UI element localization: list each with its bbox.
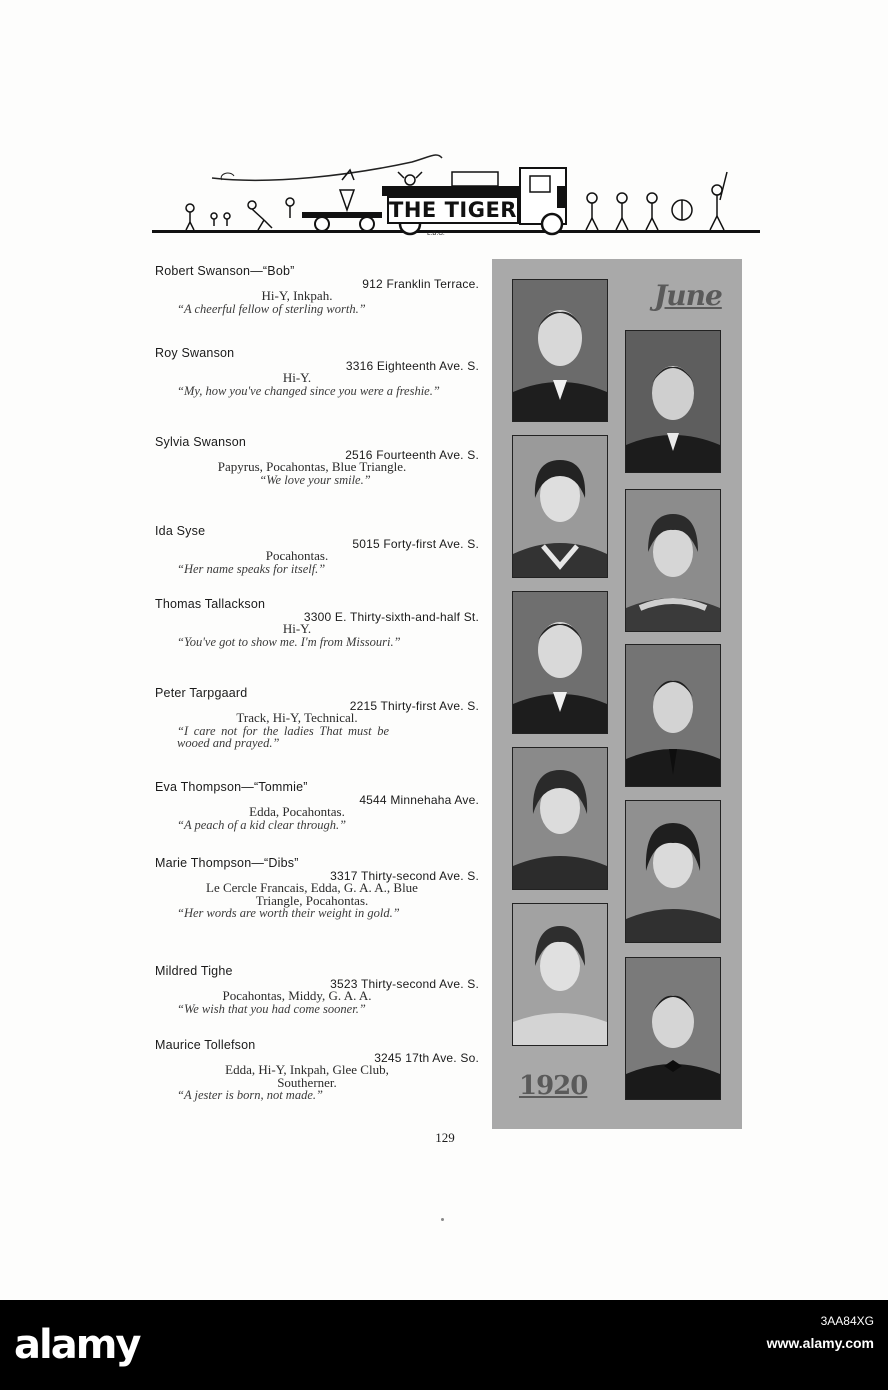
image-id: 3AA84XG [820,1314,874,1328]
student-name: Thomas Tallackson [155,597,266,611]
student-entry [155,1039,479,1119]
student-activities: Pocahontas, Middy, G. A. A. [222,988,372,1003]
student-activities: Hi-Y. [282,621,312,636]
student-activities: Edda, Pocahontas. [249,804,345,819]
student-address: 2215 Thirty-first Ave. S. [349,698,479,713]
portrait-photo [512,435,608,578]
portrait-photo [625,489,721,632]
image-reference [767,1310,874,1354]
portrait-photo [625,800,721,943]
student-activities: Papyrus, Pocahontas, Blue Triangle. [217,459,407,474]
student-name: Maurice Tollefson [155,1038,256,1052]
student-name: Roy Swanson [155,346,235,360]
student-address: 912 Franklin Terrace. [362,276,479,291]
student-activities: Le Cercle Francais, Edda, G. A. A., Blue Triangle, Pocahontas. [206,880,418,908]
student-activities: Hi-Y, Inkpah. [261,288,333,303]
site-url: www.alamy.com [766,1335,874,1351]
page-number: 129 [435,1130,455,1145]
portrait-photo [512,279,608,422]
student-address: 3300 E. Thirty-sixth-and-half St. [303,609,479,624]
student-quote: “Her words are worth their weight in gold.” [177,906,400,920]
student-entry [155,265,479,347]
portrait-photo [512,903,608,1046]
student-entry [155,347,479,436]
student-entry [155,965,479,1039]
student-activities: Hi-Y. [282,370,312,385]
student-address: 3316 Eighteenth Ave. S. [345,358,479,373]
artist-initials: L.B.G. [427,230,445,237]
student-name: Peter Tarpgaard [155,686,248,700]
student-address: 3317 Thirty-second Ave. S. [330,868,479,883]
student-name: Marie Thompson—“Dibs” [155,856,299,870]
student-quote: “My, how you've changed since you were a freshie.” [177,383,440,398]
student-address: 2516 Fourteenth Ave. S. [345,447,479,462]
photo-strip [492,259,742,1129]
portrait-photo [512,747,608,890]
year-label: 1920 [519,1071,588,1101]
student-activities: Pocahontas. [265,548,329,563]
student-name: Sylvia Swanson [155,435,247,449]
ink-speck [441,1218,444,1221]
student-quote: “A peach of a kid clear through.” [177,817,347,832]
banner-title: THE TIGER [387,196,519,224]
student-name: Eva Thompson—“Tommie” [155,780,308,794]
portrait-photo [512,591,608,734]
student-activities: Track, Hi-Y, Technical. [236,710,358,725]
portrait-photo [625,644,721,787]
month-label: June [654,279,722,312]
student-name: Mildred Tighe [155,964,233,978]
student-entry [155,598,479,687]
student-quote: “We wish that you had come sooner.” [177,1001,366,1016]
student-address: 3523 Thirty-second Ave. S. [330,976,479,991]
student-quote: “We love your smile.” [259,472,371,487]
student-address: 5015 Forty-first Ave. S. [352,536,479,551]
portrait-photo [625,330,721,473]
brand-logo: alamy [14,1322,140,1368]
student-quote: “Her name speaks for itself.” [177,561,326,576]
student-quote: “I care not for the ladies That must be wooed and prayed.” [177,723,389,750]
header-banner [152,150,760,240]
student-entry [155,857,479,965]
student-quote: “You've got to show me. I'm from Missouri.” [177,634,401,649]
student-entry [155,436,479,525]
student-quote: “A jester is born, not made.” [177,1088,323,1102]
student-activities: Edda, Hi-Y, Inkpah, Glee Club, Southerner. [225,1062,389,1090]
watermark-footer [0,1300,888,1390]
portrait-photo [625,957,721,1100]
student-address: 3245 17th Ave. So. [374,1050,479,1065]
student-name: Ida Syse [155,524,206,538]
student-entries [155,265,479,1119]
tiger-parade-illustration [152,150,760,240]
student-address: 4544 Minnehaha Ave. [359,792,479,807]
student-entry [155,781,479,857]
student-quote: “A cheerful fellow of sterling worth.” [177,301,366,316]
student-entry [155,525,479,598]
student-name: Robert Swanson—“Bob” [155,264,295,278]
student-entry [155,687,479,781]
